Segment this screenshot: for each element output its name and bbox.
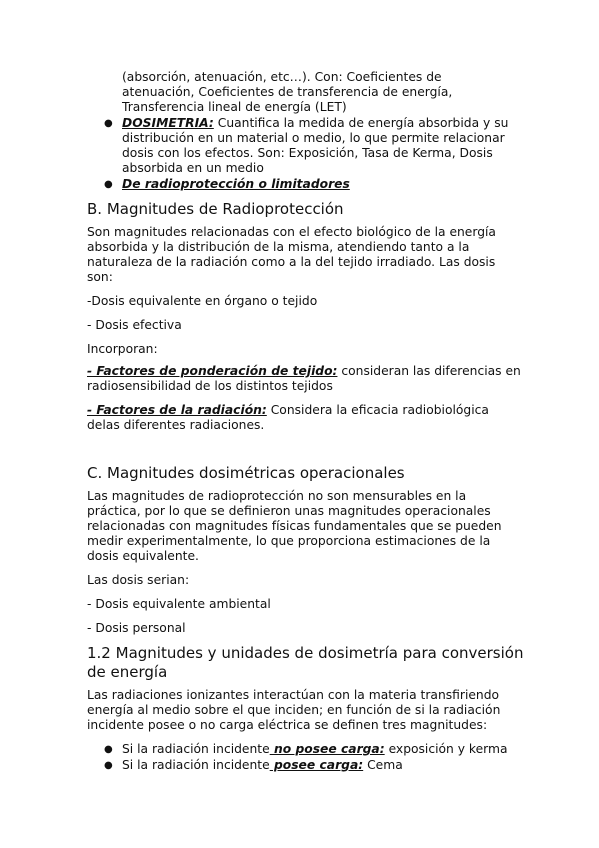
section-12-para-line-2: energía al medio sobre el que inciden; en función de si la radiación bbox=[87, 703, 501, 717]
section-12-para-line-1: Las radiaciones ionizantes interactúan con la materia transfiriendo bbox=[87, 688, 500, 702]
dosimetria-text: Cuantifica la medida de energía absorbida y su bbox=[213, 116, 509, 130]
continuation-line-1: (absorción, atenuación, etc…). Con: Coeficientes de bbox=[122, 70, 442, 84]
bullet-dot: ● bbox=[104, 760, 113, 771]
radioproteccion-item: De radioprotección o limitadores bbox=[122, 177, 350, 191]
continuation-line-2: atenuación, Coeficientes de transferencia de energía, bbox=[122, 85, 453, 99]
bullet-dot: ● bbox=[104, 179, 113, 190]
section-c-para-line-1: Las magnitudes de radioprotección no son mensurables en la bbox=[87, 489, 467, 503]
section-c-para-line-2: práctica, por lo que se definieron unas magnitudes operacionales bbox=[87, 504, 491, 518]
section-b-para-line-2: absorbida y la distribución de la misma, atendiendo tanto a la bbox=[87, 240, 470, 254]
section-c-para-line-4: medir experimentalmente, lo que proporciona estimaciones de la bbox=[87, 534, 491, 548]
dosimetria-line-3: dosis con los efectos. Son: Exposición, Tasa de Kerma, Dosis bbox=[122, 146, 493, 160]
item-2-term: posee carga: bbox=[269, 758, 364, 772]
factor-1-line-2: radiosensibilidad de los distintos tejidos bbox=[87, 379, 333, 393]
dosimetria-line-2: distribución en un material o medio, lo que permite relacionar bbox=[122, 131, 505, 145]
dosimetria-line-1 bbox=[122, 116, 508, 131]
dosimetria-term: DOSIMETRIA: bbox=[122, 116, 214, 130]
section-c-doses-label: Las dosis serian: bbox=[87, 573, 190, 587]
factor-1-text: consideran las diferencias en bbox=[337, 364, 521, 378]
section-b-heading: B. Magnitudes de Radioprotección bbox=[87, 200, 344, 218]
item-2-post: Cema bbox=[363, 758, 403, 772]
item-1-pre: Si la radiación incidente bbox=[122, 742, 270, 756]
factor-2-text: Considera la eficacia radiobiológica bbox=[266, 403, 489, 417]
section-12-heading-line-1: 1.2 Magnitudes y unidades de dosimetría para conversión bbox=[87, 644, 524, 662]
section-b-dose-1: -Dosis equivalente en órgano o tejido bbox=[87, 294, 318, 308]
item-1-post: exposición y kerma bbox=[384, 742, 508, 756]
section-c-heading: C. Magnitudes dosimétricas operacionales bbox=[87, 464, 405, 482]
section-c-dose-2: - Dosis personal bbox=[87, 621, 186, 635]
section-b-incorporan: Incorporan: bbox=[87, 342, 158, 356]
section-c-para-line-3: relacionadas con magnitudes físicas fundamentales que se pueden bbox=[87, 519, 502, 533]
section-12-item-1 bbox=[122, 742, 508, 757]
section-b-para-line-1: Son magnitudes relacionadas con el efecto biológico de la energía bbox=[87, 225, 496, 239]
section-c-dose-1: - Dosis equivalente ambiental bbox=[87, 597, 271, 611]
section-b-dose-2: - Dosis efectiva bbox=[87, 318, 182, 332]
factor-2-line-2: delas diferentes radiaciones. bbox=[87, 418, 265, 432]
section-12-para-line-3: incidente posee o no carga eléctrica se definen tres magnitudes: bbox=[87, 718, 488, 732]
bullet-dot: ● bbox=[104, 744, 113, 755]
section-c-para-line-5: dosis equivalente. bbox=[87, 549, 199, 563]
section-b-para-line-4: son: bbox=[87, 270, 113, 284]
factor-1-term: - Factores de ponderación de tejido: bbox=[87, 364, 338, 378]
dosimetria-line-4: absorbida en un medio bbox=[122, 161, 264, 175]
item-1-term: no posee carga: bbox=[269, 742, 385, 756]
factor-1-line-1 bbox=[87, 364, 521, 379]
continuation-line-3: Transferencia lineal de energía (LET) bbox=[122, 100, 347, 114]
section-12-item-2 bbox=[122, 758, 403, 773]
item-2-pre: Si la radiación incidente bbox=[122, 758, 270, 772]
bullet-dot: ● bbox=[104, 118, 113, 129]
section-12-heading-line-2: de energía bbox=[87, 663, 168, 681]
factor-2-line-1 bbox=[87, 403, 489, 418]
section-b-para-line-3: naturaleza de la radiación como a la del tejido irradiado. Las dosis bbox=[87, 255, 496, 269]
factor-2-term: - Factores de la radiación: bbox=[87, 403, 267, 417]
